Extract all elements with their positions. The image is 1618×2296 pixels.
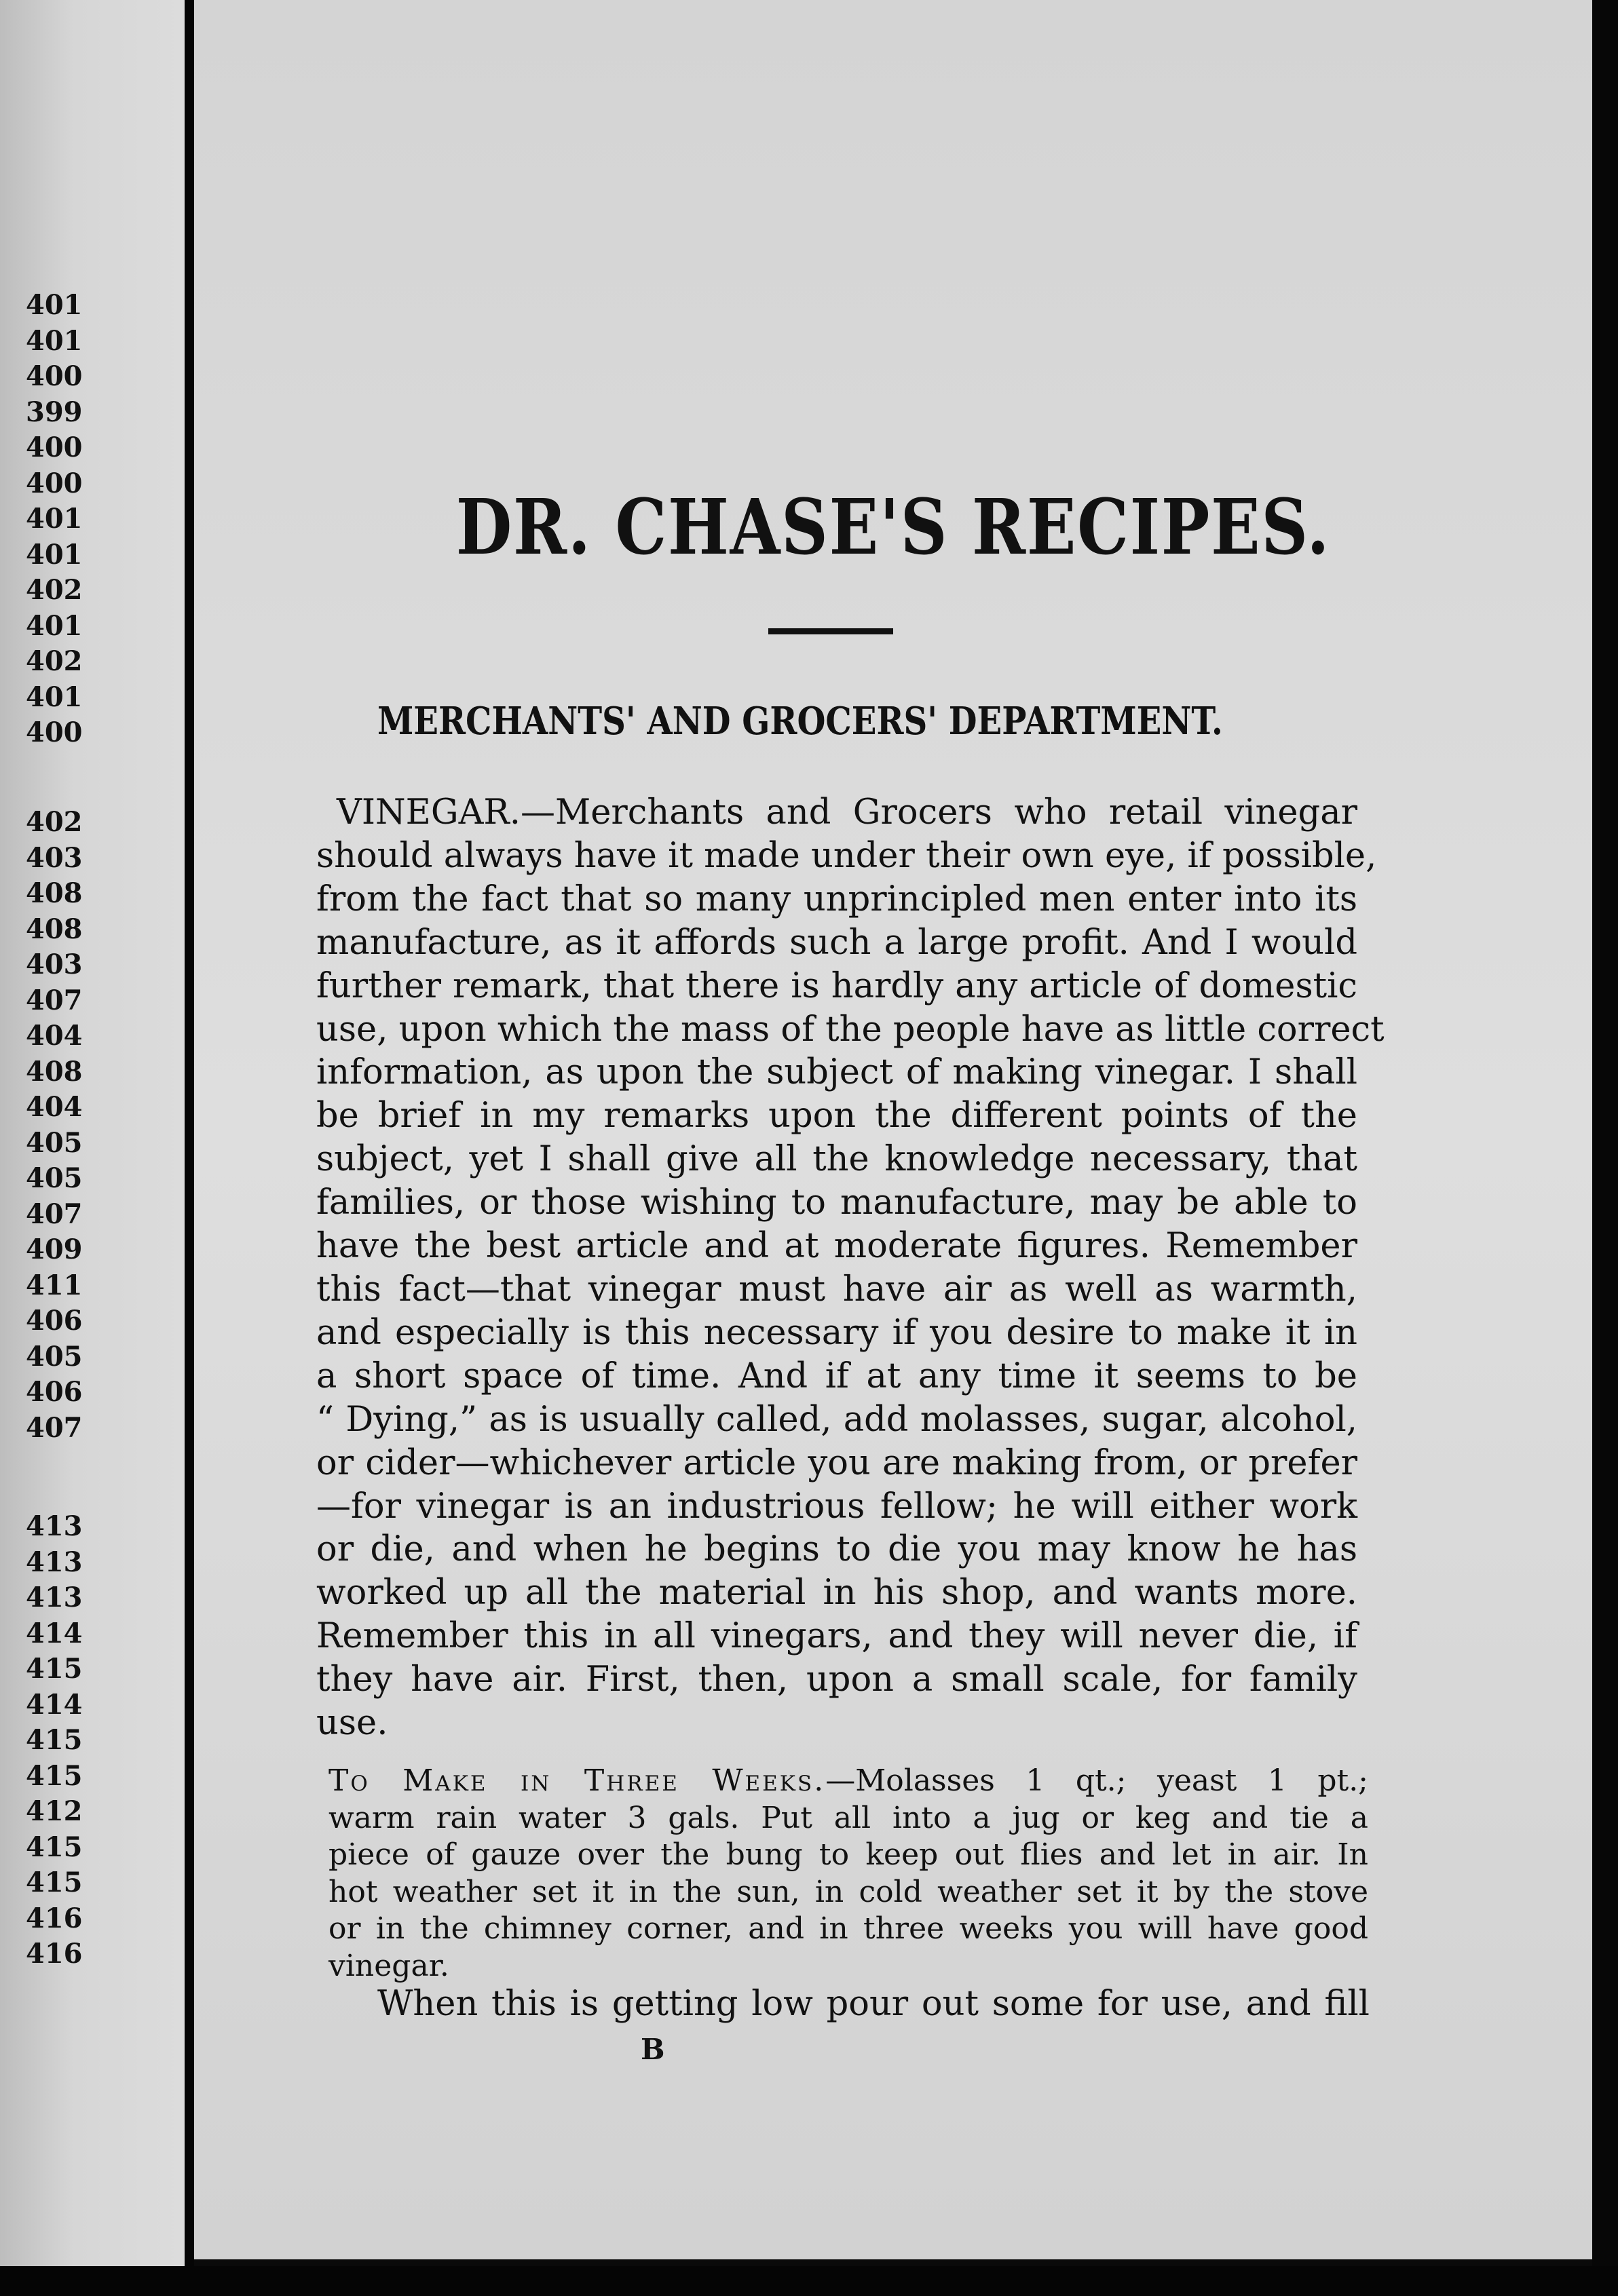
recipe-line: or in the chimney corner, and in three weeks you will have good [328, 1911, 1368, 1946]
department-heading: MERCHANTS' AND GROCERS' DEPARTMENT. [377, 699, 1223, 744]
text-line: —for vinegar is an industrious fellow; he will either work [316, 1486, 1357, 1527]
text-line: subject, yet I shall give all the knowledge necessary, that [316, 1139, 1357, 1180]
text-line: should always have it made under their own eye, if possible, [316, 835, 1377, 876]
text-line: this fact—that vinegar must have air as well as warmth, [316, 1269, 1357, 1309]
text-line: use, upon which the mass of the people have as little correct [316, 1009, 1385, 1050]
text-line: worked up all the material in his shop, and wants more. [316, 1573, 1357, 1613]
text-line: families, or those wishing to manufacture, may be able to [316, 1183, 1357, 1223]
margin-number: 408 [26, 877, 83, 909]
margin-number: 414 [26, 1617, 83, 1649]
page-gutter [185, 0, 194, 2296]
margin-number: 407 [26, 1411, 83, 1444]
margin-number: 402 [26, 806, 83, 838]
margin-number: 400 [26, 467, 83, 499]
margin-number: 405 [26, 1126, 83, 1159]
text-line: VINEGAR.—Merchants and Grocers who retail vinegar [337, 792, 1357, 833]
margin-number: 403 [26, 949, 83, 980]
margin-number: 414 [26, 1688, 83, 1721]
text-line: manufacture, as it affords such a large profit. And I would [316, 922, 1357, 963]
margin-number: 411 [26, 1269, 83, 1301]
text-line: further remark, that there is hardly any article of domestic [316, 965, 1357, 1006]
margin-number: 405 [26, 1162, 83, 1194]
recipe-first-line-rest: —Molasses 1 qt.; yeast 1 pt.; [825, 1763, 1369, 1798]
margin-number: 407 [26, 984, 83, 1016]
margin-number: 401 [26, 681, 83, 713]
margin-number: 404 [26, 1091, 83, 1123]
recipe-line: piece of gauze over the bung to keep out flies and let in air. In [328, 1837, 1368, 1872]
text-line: or die, and when he begins to die you may know he has [316, 1529, 1357, 1570]
margin-number: 407 [26, 1198, 83, 1230]
title-rule [768, 628, 893, 634]
margin-number: 401 [26, 324, 83, 357]
text-line: use. [316, 1703, 388, 1744]
margin-number: 402 [26, 574, 83, 606]
margin-number: 413 [26, 1510, 83, 1542]
signature-mark: B [641, 2033, 665, 2066]
margin-number: 400 [26, 432, 83, 463]
text-line: Remember this in all vinegars, and they will never die, if [316, 1616, 1357, 1657]
margin-number: 401 [26, 503, 83, 535]
recipe-lines [328, 1800, 1368, 1985]
text-line: and especially is this necessary if you desire to make it in [316, 1312, 1357, 1353]
margin-number: 405 [26, 1340, 83, 1373]
three-weeks-recipe [328, 1763, 1368, 1985]
margin-number: 415 [26, 1831, 83, 1863]
text-line: information, as upon the subject of making vinegar. I shall [316, 1052, 1357, 1093]
text-line: have the best article and at moderate figures. Remember [316, 1226, 1357, 1267]
margin-number: 402 [26, 645, 83, 677]
margin-number: 404 [26, 1020, 83, 1052]
margin-number: 400 [26, 716, 83, 748]
recipe-first-line [328, 1763, 1368, 1800]
margin-number: 416 [26, 1938, 83, 1970]
margin-number: 415 [26, 1867, 83, 1898]
margin-number: 416 [26, 1902, 83, 1934]
page-title: DR. CHASE'S RECIPES. [455, 483, 1331, 572]
page-edge [1592, 0, 1618, 2296]
vinegar-paragraph [316, 791, 1385, 1745]
text-line: a short space of time. And if at any time it seems to be [316, 1356, 1357, 1396]
margin-number: 401 [26, 289, 83, 321]
margin-number: 415 [26, 1724, 83, 1756]
margin-number: 415 [26, 1653, 83, 1685]
text-line: from the fact that so many unprincipled men enter into its [316, 879, 1357, 919]
recipe-line: warm rain water 3 gals. Put all into a jug or keg and tie a [328, 1800, 1368, 1835]
text-line: they have air. First, then, upon a small scale, for family [316, 1660, 1357, 1700]
margin-number: 413 [26, 1546, 83, 1578]
scan-border [0, 2266, 1618, 2296]
text-line: “ Dying,” as is usually called, add molasses, sugar, alcohol, [316, 1399, 1357, 1440]
margin-number: 403 [26, 841, 83, 874]
margin-number: 409 [26, 1233, 83, 1265]
text-line: or cider—whichever article you are making from, or prefer [316, 1442, 1357, 1483]
margin-number: 413 [26, 1582, 83, 1613]
margin-number: 401 [26, 538, 83, 571]
margin-number: 399 [26, 396, 83, 428]
continuation-line: When this is getting low pour out some for use, and fill [377, 1984, 1370, 2024]
margin-number: 408 [26, 913, 83, 945]
margin-number: 406 [26, 1376, 83, 1408]
recipe-line: hot weather set it in the sun, in cold weather set it by the stove [328, 1874, 1368, 1909]
margin-number: 412 [26, 1795, 83, 1827]
margin-number: 400 [26, 360, 83, 392]
margin-number: 415 [26, 1759, 83, 1792]
text-line: be brief in my remarks upon the different points of the [316, 1096, 1357, 1136]
recipe-heading: To Make in Three Weeks. [328, 1763, 826, 1798]
margin-number: 408 [26, 1055, 83, 1088]
margin-number: 406 [26, 1305, 83, 1337]
recipe-line: vinegar. [328, 1948, 449, 1983]
margin-number: 401 [26, 609, 83, 642]
